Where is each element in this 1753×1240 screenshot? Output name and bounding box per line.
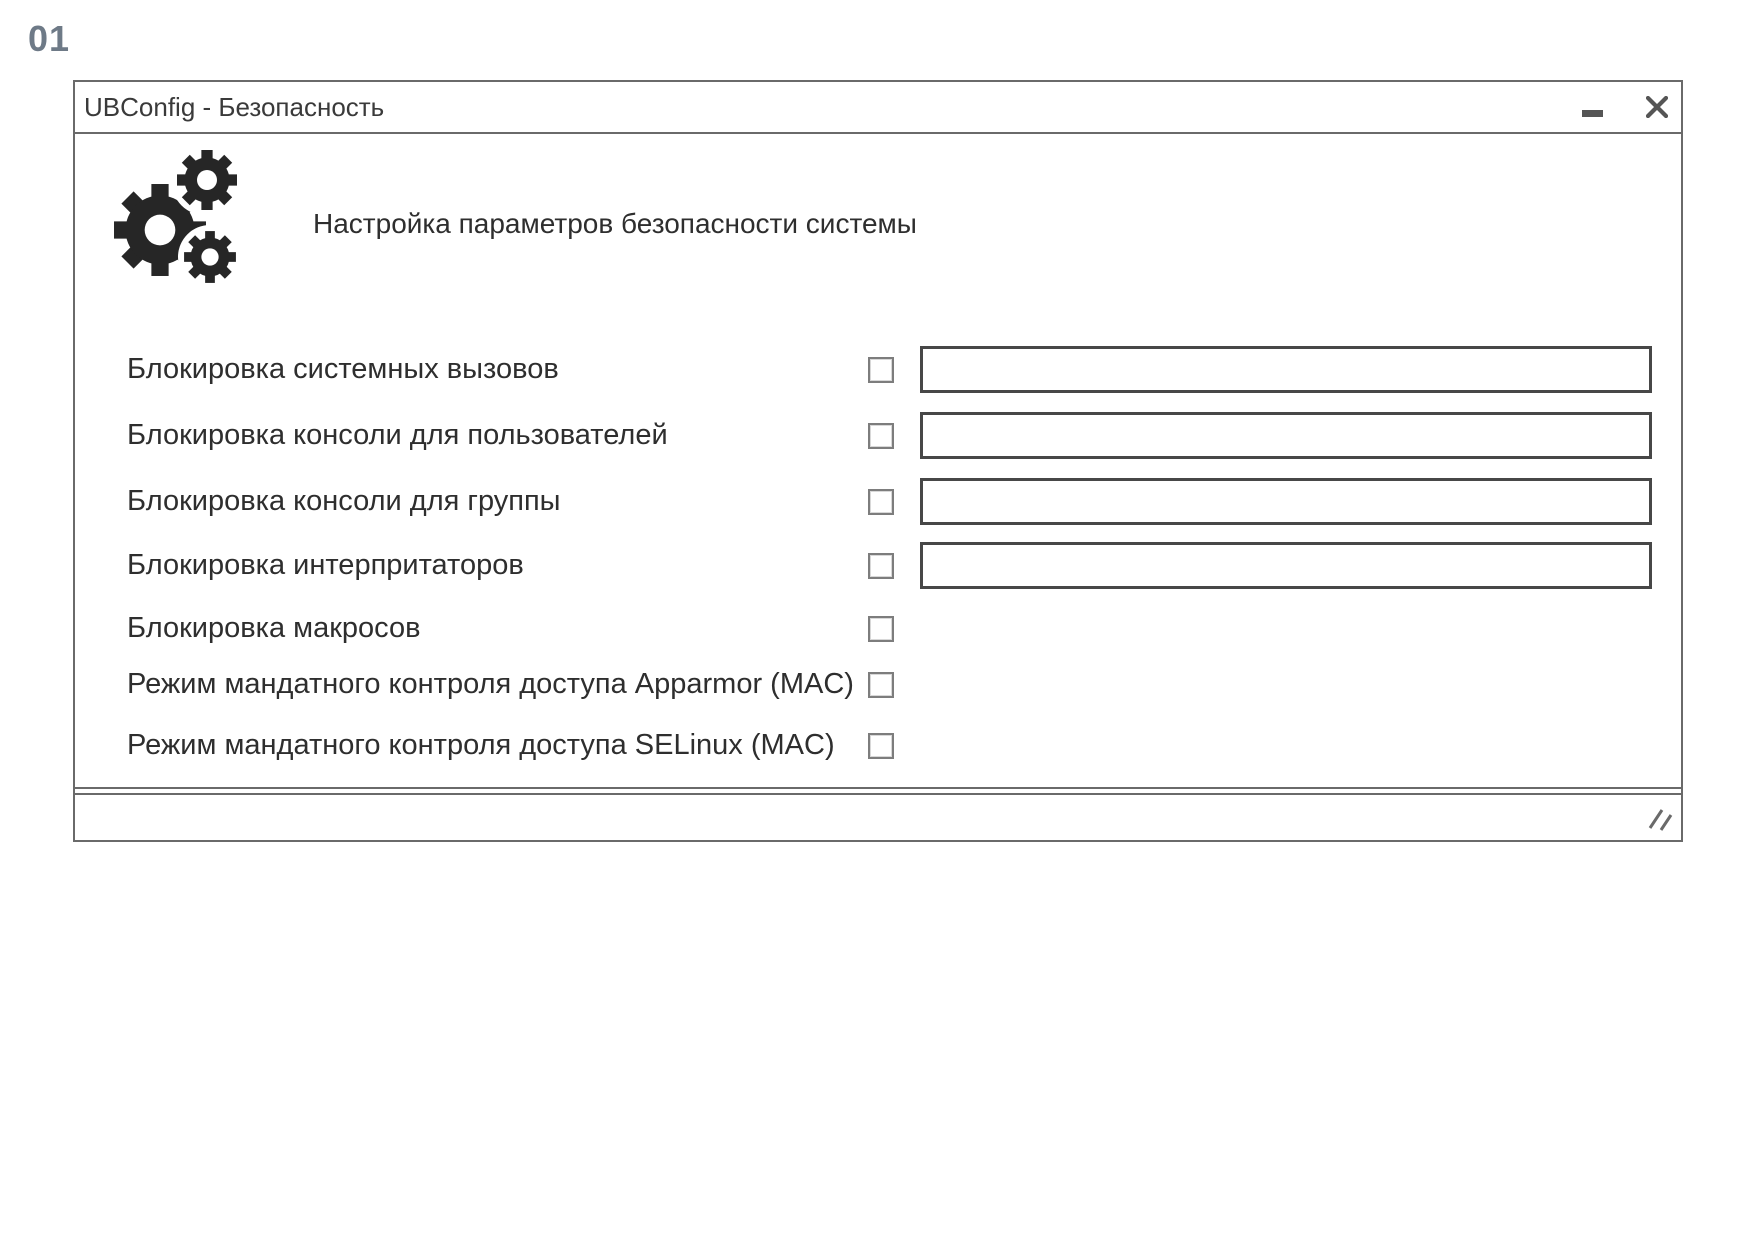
checkbox-interpreters-lock[interactable] xyxy=(868,553,894,579)
input-console-users-lock[interactable] xyxy=(920,412,1652,459)
label-interpreters-lock: Блокировка интерпритаторов xyxy=(127,549,524,581)
label-selinux-mac-mode: Режим мандатного контроля доступа SELinux (MAC) xyxy=(127,729,835,761)
input-system-calls-lock[interactable] xyxy=(920,346,1652,393)
form-row-selinux-mac-mode xyxy=(75,722,1681,769)
checkbox-console-users-lock[interactable] xyxy=(868,423,894,449)
form-row-console-users-lock xyxy=(75,412,1681,459)
form-row-apparmor-mac-mode xyxy=(75,661,1681,708)
label-apparmor-mac-mode: Режим мандатного контроля доступа Apparmor (MAC) xyxy=(127,668,854,700)
form-row-system-calls-lock xyxy=(75,346,1681,393)
checkbox-apparmor-mac-mode[interactable] xyxy=(868,672,894,698)
minimize-icon xyxy=(1582,110,1603,117)
gears-icon xyxy=(112,142,284,294)
checkbox-selinux-mac-mode[interactable] xyxy=(868,733,894,759)
checkbox-console-group-lock[interactable] xyxy=(868,489,894,515)
checkbox-macros-lock[interactable] xyxy=(868,616,894,642)
status-bar xyxy=(75,793,1681,840)
minimize-button[interactable] xyxy=(1582,82,1604,132)
form-row-console-group-lock xyxy=(75,478,1681,525)
label-console-group-lock: Блокировка консоли для группы xyxy=(127,485,561,517)
window-title: UBConfig - Безопасность xyxy=(84,91,385,122)
checkbox-system-calls-lock[interactable] xyxy=(868,357,894,383)
form-row-interpreters-lock xyxy=(75,542,1681,589)
dialog-content xyxy=(75,134,1681,789)
close-button[interactable] xyxy=(1646,82,1668,132)
slide-number: 01 xyxy=(28,18,71,59)
input-console-group-lock[interactable] xyxy=(920,478,1652,525)
dialog-description: Настройка параметров безопасности системы xyxy=(313,208,917,239)
label-console-users-lock: Блокировка консоли для пользователей xyxy=(127,419,668,451)
label-macros-lock: Блокировка макросов xyxy=(127,612,421,644)
resize-grip-icon[interactable] xyxy=(1647,805,1675,833)
ubconfig-security-window xyxy=(73,80,1683,842)
close-icon xyxy=(1646,96,1668,118)
window-controls xyxy=(1582,82,1668,132)
label-system-calls-lock: Блокировка системных вызовов xyxy=(127,353,559,385)
form-row-macros-lock xyxy=(75,605,1681,652)
input-interpreters-lock[interactable] xyxy=(920,542,1652,589)
title-bar xyxy=(75,82,1681,134)
